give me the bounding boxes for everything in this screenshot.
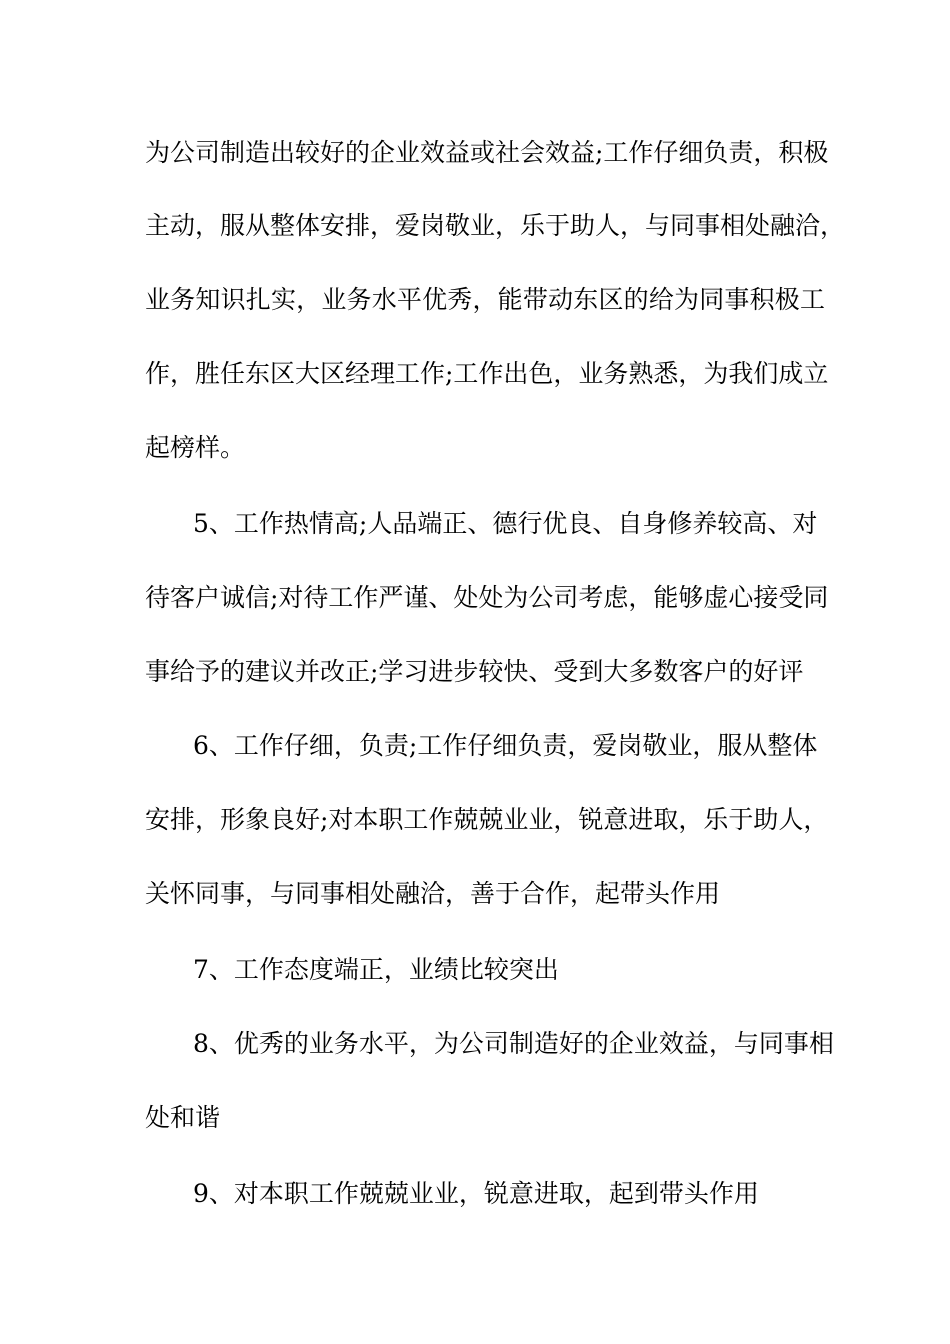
paragraph-line: 处和谐 — [145, 1103, 221, 1132]
paragraph-line: 起榜样。 — [145, 433, 246, 462]
list-item-8-first-line: 8、优秀的业务水平，为公司制造好的企业效益，与同事相 — [193, 1029, 834, 1058]
list-item-7: 7、工作态度端正，业绩比较突出 — [193, 955, 559, 984]
paragraph-line: 待客户诚信;对待工作严谨、处处为公司考虑，能够虚心接受同 — [145, 583, 829, 612]
paragraph-line: 为公司制造出较好的企业效益或社会效益;工作仔细负责，积极 — [145, 138, 829, 167]
paragraph-line: 主动，服从整体安排，爱岗敬业，乐于助人，与同事相处融洽， — [145, 211, 846, 240]
paragraph-line: 关怀同事，与同事相处融洽，善于合作，起带头作用 — [145, 879, 721, 908]
list-item-6-first-line: 6、工作仔细，负责;工作仔细负责，爱岗敬业，服从整体 — [193, 731, 818, 760]
list-item-9: 9、对本职工作兢兢业业，锐意进取，起到带头作用 — [193, 1179, 759, 1208]
paragraph-line: 作，胜任东区大区经理工作;工作出色，业务熟悉，为我们成立 — [145, 359, 829, 388]
list-item-5-first-line: 5、工作热情高;人品端正、德行优良、自身修养较高、对 — [193, 509, 818, 538]
paragraph-line: 安排，形象良好;对本职工作兢兢业业，锐意进取，乐于助人， — [145, 805, 829, 834]
paragraph-line: 业务知识扎实，业务水平优秀，能带动东区的给为同事积极工 — [145, 285, 825, 314]
paragraph-line: 事给予的建议并改正;学习进步较快、受到大多数客户的好评 — [145, 657, 804, 686]
